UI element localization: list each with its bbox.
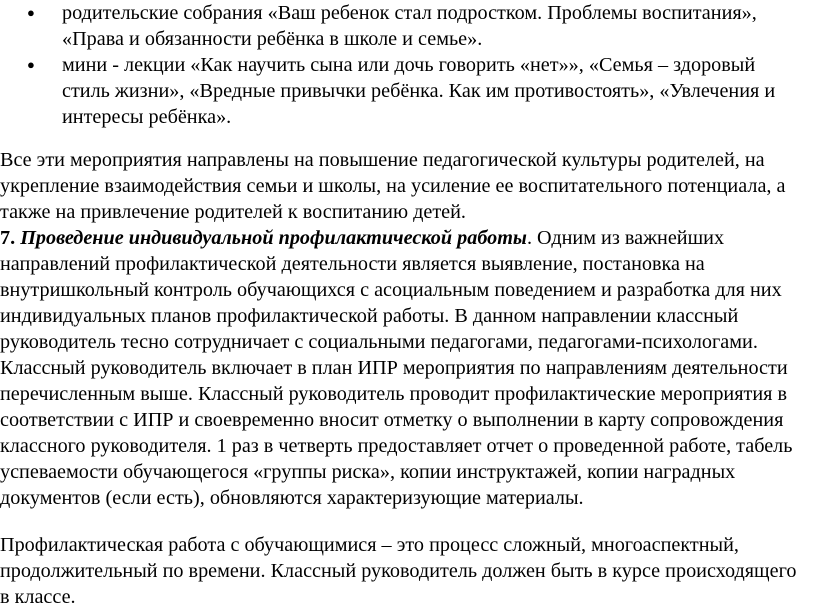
section-body: . Одним из важнейших направлений профилактической деятельности является выявление, постановка на внутришкольный контроль обучающихся с асоциальным поведением и разработка для них индивидуальных планов профилактической работы. В данном направлении классный руководитель тесно сотрудничает с социальными педагогами, педагогами-психологами. Классный руководитель включает в план ИПР мероприятия по направлениям деятельности перечисленным выше. Классный руководитель проводит профилактические мероприятия в соответствии с ИПР и своевременно вносит отметку о выполнении в карту сопровождения классного руководителя. 1 раз в четверть предоставляет отчет о проведенной работе, табель успеваемости обучающегося «группы риска», копии инструктажей, копии наградных документов (если есть), обновляются характеризующие материалы. (0, 227, 793, 509)
section-7-paragraph (0, 225, 816, 511)
paragraph-conclusion: Профилактическая работа с обучающимися – это процесс сложный, многоаспектный, продолжительный по времени. Классный руководитель должен быть в курсе происходящего в классе. (0, 534, 797, 608)
section-heading: Проведение индивидуальной профилактической работы (20, 227, 527, 249)
bullet-icon: ● (27, 57, 35, 72)
section-number: 7. (0, 227, 16, 249)
bullet-text: родительские собрания «Ваш ребенок стал подростком. Проблемы воспитания», «Права и обязанности ребёнка в школе и семье». (62, 2, 757, 50)
bullet-list (0, 0, 816, 130)
bullet-icon: ● (27, 5, 35, 20)
bullet-text: мини - лекции «Как научить сына или дочь говорить «нет»», «Семья – здоровый стиль жизни», «Вредные привычки ребёнка. Как им противостоять», «Увлечения и интересы ребёнка». (62, 54, 776, 128)
list-item (0, 52, 816, 130)
paragraph-summary: Все эти мероприятия направлены на повышение педагогической культуры родителей, на укрепление взаимодействия семьи и школы, на усиление ее воспитательного потенциала, а также на привлечение родителей к воспитанию детей. (0, 149, 786, 223)
list-item (0, 0, 816, 52)
